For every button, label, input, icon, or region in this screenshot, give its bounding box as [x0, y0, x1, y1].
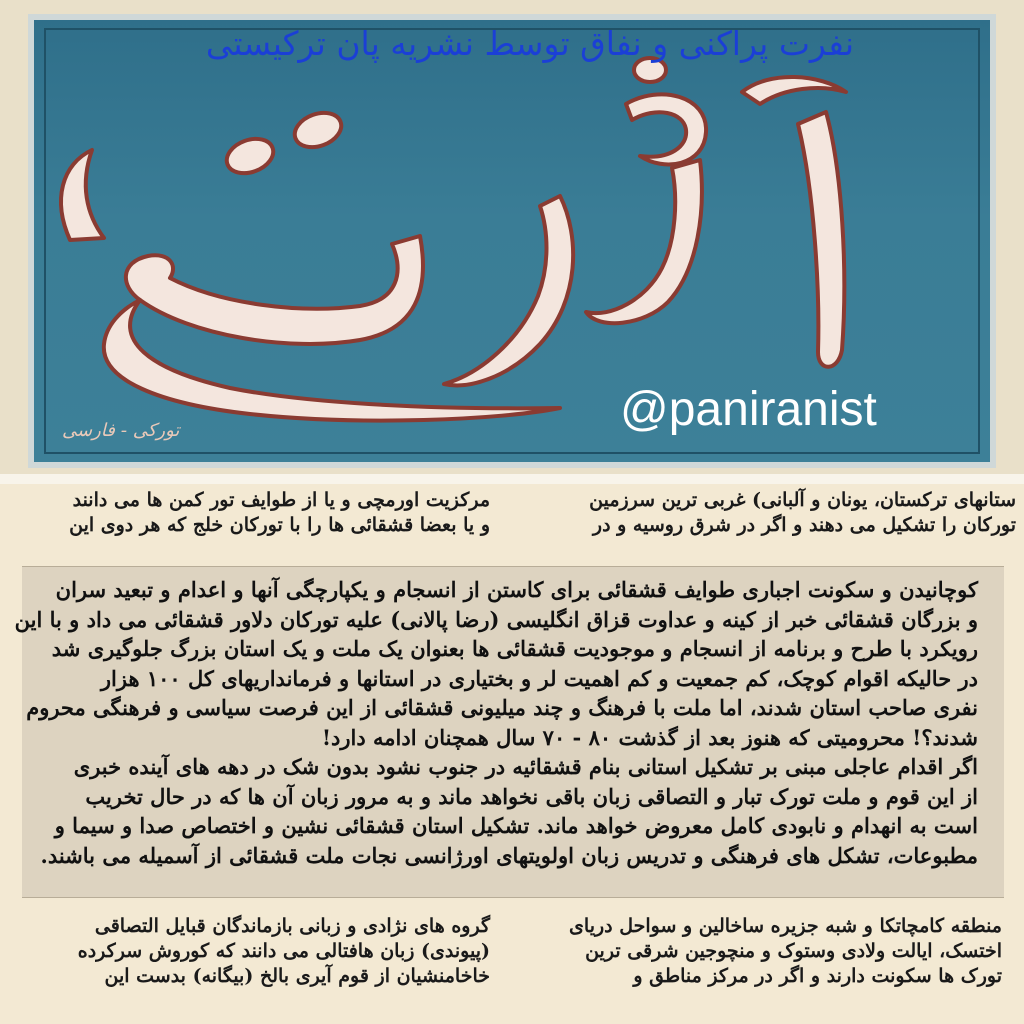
article-photo — [0, 484, 1024, 1024]
text-line: و یا بعضا قشقائی ها را با تورکان خلج که هر دوی این — [69, 514, 490, 536]
text-line: (پیوندی) زبان هافتالی می دانند که کوروش سرکرده — [77, 940, 490, 962]
text-line: مرکزیت اورمچی و یا از طوایف تور کمن ها می دانند — [72, 489, 490, 511]
text-line: از این قوم و ملت تورک تبار و التصاقی زبان باقی نخواهد ماند و به مرور زبان آن ها که در حال تخریب — [85, 783, 978, 809]
overlay-caption: نفرت پراکنی و نفاق توسط نشریه پان ترکیستی — [205, 24, 854, 63]
logo-madda — [742, 77, 846, 104]
masthead-subtitle: تورکی - فارسی — [62, 420, 180, 441]
text-line: ستانهای ترکستان، یونان و آلبانی) غربی ترین سرزمین — [589, 489, 1016, 511]
logo-dot-2 — [290, 107, 346, 153]
highlighted-box — [14, 566, 1004, 898]
text-line: کوچانیدن و سکونت اجباری طوایف قشقائی برای کاستن از انسجام و یکپارچگی آنها و اعدام و تبعید سران — [55, 577, 978, 602]
text-line: رویکرد با طرح و برنامه از انسجام و موجودیت قشقائی ها بعنوان یک ملت و یک استان بزرگ جلوگیری شد — [51, 636, 978, 661]
logo-dot-1 — [222, 133, 278, 179]
text-line: تورک ها سکونت دارند و اگر در مرکز مناطق و — [633, 965, 1002, 987]
text-line: در حالیکه اقوام کوچک، کم جمعیت و کم اهمیت لر و بختیاری در استانها و فرمانداریهای کل ۱۰۰ هزار — [100, 665, 978, 691]
logo-yeh — [126, 236, 423, 344]
text-line: منطقه کامچاتکا و شبه جزیره ساخالین و سواحل دریای — [569, 915, 1002, 937]
masthead-photo — [0, 0, 1024, 474]
text-line: شدند؟! محرومیتی که هنوز بعد از گذشت ۸۰ - ۷۰ سال همچنان ادامه دارد! — [321, 724, 978, 750]
watermark-handle: @paniranist — [620, 383, 877, 436]
photo-divider — [0, 474, 1024, 484]
text-line: نفری صاحب استان شدند، اما ملت با فرهنگ و چند میلیونی قشقائی از این فرصت سیاسی و فرهنگی محروم — [26, 695, 978, 720]
column-top-right — [546, 488, 1016, 538]
text-line: خاخامنشیان از قوم آیری بالخ (بیگانه) بدست این — [104, 965, 490, 987]
logo-flourish — [61, 150, 104, 240]
logo-ghain-body — [586, 160, 702, 323]
column-bottom-left — [20, 914, 490, 989]
text-line: اگر اقدام عاجلی مبنی بر تشکیل استانی بنام قشقائیه در جنوب نشود بدون شک در دهه های آینده خبری — [73, 754, 978, 779]
text-line: و بزرگان قشقائی خبر از کینه و عداوت قزاق انگلیسی (رضا پالانی) علیه تورکان دلاور قشقائی می داد و با این — [14, 606, 978, 632]
column-top-left — [20, 488, 490, 538]
text-line: اختسک، ایالت ولادی وستوک و منچوجین شرقی ترین — [585, 940, 1002, 962]
text-line: است به انهدام و نابودی کامل معروض خواهد ماند. تشکیل استان قشقائی نشین و اختصاص صدا و سیما و — [54, 813, 978, 838]
logo-ghain-head — [626, 94, 706, 164]
text-line: گروه های نژادی و زبانی بازماندگان قبایل التصاقی — [94, 915, 490, 937]
text-line: تورکان را تشکیل می دهند و اگر در شرق روسیه و در — [592, 514, 1016, 536]
highlighted-paragraph — [14, 575, 978, 870]
logo-reh — [444, 196, 573, 385]
column-bottom-right — [532, 914, 1002, 989]
logo-alef — [798, 112, 844, 367]
text-line: مطبوعات، تشکل های فرهنگی و تدریس زبان اولویتهای اورژانسی نجات ملت قشقائی از آسمیله می باشند. — [40, 842, 978, 868]
